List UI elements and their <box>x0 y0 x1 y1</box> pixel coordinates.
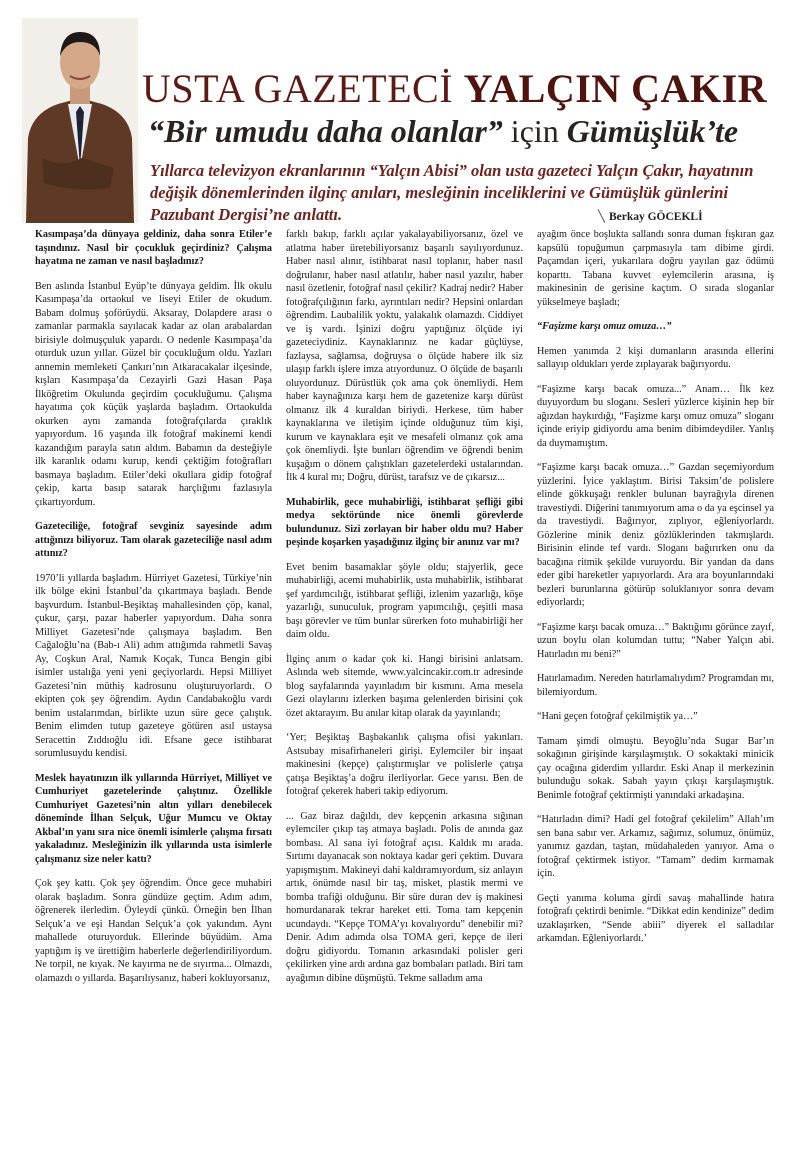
column-2 <box>286 228 523 996</box>
answer-3: Çok şey kattı. Çok şey öğrendim. Önce gece muhabiri olarak başladım. Sonra gündüze geçtim. Adım adım, öğrenerek ilerledim. Öyleydi çünkü. Örneğin ben İlhan Selçuk’a ve eşi Handan Selçuk’a çok yakındım. Aynı mahallede oturuyorduk. Ellerinde büyüdüm. Ama yaptığım iş ve ürettiğim haberlerle değerlendiriliyordum. Ne torpil, ne kıyak. Ne kayırma ne de sıyırma... Olmazdı, olamazdı o yıllarda. Başarılıysanız, haberi kokluyorsanız, <box>35 878 272 984</box>
answer-4-part-h: “Faşizme karşı bacak omuza…” Gazdan seçemiyordum yüzlerini. İyice yaklaştım. Birisi Taksim’de polislere elinde gökkuşağı renkler bulunan bayrağıyla direnen travestiydi. Diğerini tanımıyorum ama o da ya eşcinsel ya da travestiydi. Bağırıyor, zıplıyor, eğleniyorlardı. Gözlerine minik deniz gözlüklerinden takmışlardı. Birisinin elinde tef vardı. Sloganı bağırırken onu da bacağına ritmik şekilde vuruyordu. Bir yandan da dans eder gibi hareketler yapıyorlardı. Ara ara boyunlarındaki bezleri burunlarına götürüp soluklanıyor sonra devam ediyorlardı; <box>537 462 774 608</box>
subheadline <box>148 113 738 149</box>
subheadline-place: Gümüşlük’te <box>566 113 739 149</box>
slogan-quote: “Faşizme karşı omuz omuza…” <box>537 321 672 332</box>
answer-4-part-a: Evet benim basamaklar şöyle oldu; stajyerlik, gece muhabirliği, acemi muhabirlik, usta muhabirlik, istihbarat şef yardımcılığı, istihbarat şefliği, izlenim yazarlığı, köşe yazarlığı, sunuculuk, program yapımcılığı, çeşitli masa başı görevler ve tüm bunlar sürerken foto muhabirliği her daim oldu. <box>286 561 523 640</box>
author-name: Berkay GÖCEKLİ <box>608 211 703 223</box>
answer-4-part-e: ayağım önce boşlukta sallandı sonra duman fışkıran gaz kapsülü topuğumun çarpmasıyla tam dibime girdi. Paçamdan içeri, yukarılara doğru yayılan gaz ödümü koparttı. Tabana kuvvet eylemcilerin arasına, iş makinesinin de gerisine kaçtım. O sırada sloganlar yükselmeye başladı; <box>537 229 774 308</box>
intro-paragraph: Yıllarca televizyon ekranlarının “Yalçın Abisi” olan usta gazeteci Yalçın Çakır, hayatının değişik dönemlerinden ilginç anıları, mesleğinin inceliklerini ve Gümüşlük günlerini Pazubant Dergisi’ne anlattı. <box>150 161 754 224</box>
column-1 <box>35 228 272 996</box>
answer-4-part-j: Hatırlamadım. Nereden hatırlamalıydım? Programdan mı, bilemiyordum. <box>537 673 774 698</box>
column-3 <box>537 228 774 957</box>
answer-4-part-l: Tamam şimdi olmuştu. Beyoğlu’nda Sugar Bar’ın sokağının girişinde karşılaşmıştık. O sokaktaki minicik çay ocağına giderdim yıllardır. Eski Anap il merkezinin bulunduğu sokak. Sabah yayın çıkışı karşılaşmıştık. Benimle fotoğraf çektirmişti yanındaki arkadaşına. <box>537 735 774 801</box>
question-4: Muhabirlik, gece muhabirliği, istihbarat şefliği gibi medya sektöründe nice önemli görevlerde bulundunuz. Sizi zorlayan bir haber oldu mu? Haber peşinde koşarken yaşadığınız ilginç bir anınız var mı? <box>286 496 523 548</box>
question-1: Kasımpaşa’da dünyaya geldiniz, daha sonra Etiler’e taşındınız. Nasıl bir çocukluk geçirdiniz? Çalışma hayatına ne zaman ve nasıl başladınız? <box>35 229 272 267</box>
answer-4-part-g: “Faşizme karşı bacak omuza...” Anam… İlk kez duyuyordum bu sloganı. Sesleri yüzlerce kişinin hep bir ağızdan haykırdığı, “Faşizme karşı omuz omuza” sloganı içinde eriyip gidiyordu ama benim dibimdeydiler. Yanlış da duymamıştım. <box>537 383 774 449</box>
portrait-illustration <box>22 18 138 223</box>
subheadline-quote: “Bir umudu daha olanlar” <box>148 113 503 149</box>
question-3: Meslek hayatınızın ilk yıllarında Hürriyet, Milliyet ve Cumhuriyet gazetelerinde çalıştınız. Özellikle Cumhuriyet Gazetesi’nin altın yılları denebilecek döneminde İlhan Selçuk, Uğur Mumcu ve Oktay Akbal’ın yanı sıra nice önemli isimlerle çalışma fırsatı yakaladınız. Mesleğinizin ilk yıllarında usta isimlerle çalışmanız size neler kattı? <box>35 772 272 865</box>
subheadline-for: için <box>510 113 559 149</box>
answer-4-part-k: “Hani geçen fotoğraf çekilmiştik ya…” <box>537 711 698 722</box>
portrait-photo <box>22 18 138 223</box>
question-2: Gazeteciliğe, fotoğraf sevginiz sayesinde adım attığınızı biliyoruz. Tam olarak gazeteciliğe nasıl adım attınız? <box>35 521 272 559</box>
byline-slash-icon: ╲ <box>598 211 605 223</box>
author-byline <box>598 209 703 223</box>
answer-4-part-f: Hemen yanımda 2 kişi dumanların arasında ellerini sallayıp oldukları yerde zıplayarak bağırıyordu. <box>537 345 774 370</box>
headline <box>142 66 792 112</box>
answer-4-part-b: İlginç anım o kadar çok ki. Hangi birisini anlatsam. Aslında web sitemde, www.yalcincakir.com.tr adresinde blog sayfalarında yayınladım bir kısmını. Ama mesela Gezi olaylarını izlerken başıma gelenlerden birisini çok özet aktarayım. Bu anılar kitap olarak da yayınlandı; <box>286 653 523 719</box>
answer-4-part-n: Geçti yanıma koluma girdi savaş mahallinde hatıra fotoğrafı çektirdi benimle. “Dikkat edin kendinize” dedim uzaklaşırken, “Sende abiii” diyerek el salladılar arkamdan. Eğleniyorlardı.’ <box>537 892 774 944</box>
headline-prefix: USTA GAZETECİ <box>142 66 454 111</box>
answer-4-part-m: “Hatırladın dimi? Hadi gel fotoğraf çekilelim” Allah’ım sen bana sabır ver. Arkamız, sağımız, solumuz, önümüz, yanımız gazdan, taştan, müdahaleden yanıyor. Ama o fotoğraf çektirmek istiyor. “Tamam” dedim kırmamak için. <box>537 814 774 879</box>
answer-1: Ben aslında İstanbul Eyüp’te dünyaya geldim. İlk okulu Kasımpaşa’da ortaokul ve liseyi Etiler de okudum. Babam dolmuş şoförüydü. Aksaray, Dolapdere arası o zamanlar parmakla sayılacak kadar az olan arabalardan birisiyle dolmuşçuluk yapardı. O nedenle Kasımpaşa’da oturduk uzun yıllar. Güzel bir çocukluğum oldu. Yazları annemin memleketi Çankırı’nın Atkaracakalar ilçesinde, kışları Kasımpaşa’da Cezayirli Gazi Hasan Paşa İlköğretim Okulunda geçirdim çocukluğumu. Çalışma hayatıma çok küçük yaşlarda başladım. Ortaokulda okurken aynı zamanda fotoğrafçılarda çıraklık yapıyordum. 16 yaşında ilk fotoğraf makinemi kendi kazandığım parayla satın aldım. Babamın da desteğiyle ilk karanlık odamı kurup, kendi çektiğim fotoğrafları basmaya başladım. Etiler’deki okullara gidip fotoğraf çekip, karta basıp satarak harçlığımı fazlasıyla çıkartıyordum. <box>35 280 272 508</box>
answer-4-part-c: ‘Yer; Beşiktaş Başbakanlık çalışma ofisi yakınları. Astsubay misafirhaneleri girişi. Eylemciler bir inşaat makinesini (kepçe) çalıştırmışlar ve polislerle çatışa çatışa Beşiktaş’a doğru ilerliyorlar. Gece yarısı. Ben de fotoğraf çekerek haberi takip ediyorum. <box>286 732 523 797</box>
answer-3-continued: farklı bakıp, farklı açılar yakalayabiliyorsanız, özel ve atlatma haber üretebiliyorsanız başarılı sayılıyordunuz. Haber nasıl alınır, istihbarat nasıl toplanır, haber nasıl doğrulanır, haber nasıl atlatılır, haber nasıl yazılır, haber nasıl özetlenir, fotoğraf nasıl çekilir? Kadraj nedir? Haber fotoğrafçılığının farkı, ayrıntıları nedir? Hepsini onlardan öğrendim. Laubalilik yoktu, yalakalık olamazdı. Ciddiyet ve iş vardı. İşinizi doğru yaptığınız ölçüde iyi gazeteciydiniz. Kaynaklarınız ne kadar güçlüyse, fazlaysa, sağlamsa, doğruysa o ölçüde habere ilk siz ulaşıp farklı işlere imza atıyordunuz. O ölçüde de başarılı oluyordunuz. Dürüstlük çok ama çok önemliydi. Hem haber kaynağınıza karşı hem de gazetenize karşı dürüst olmanız ilk 4 kuraldan biriydi. Herkese, tüm haber kaynaklarına ve iletişim içinde olduğunuz tüm kişi, kurum ve kaynaklara eşit ve mesafeli olmanız çok ama çok önemliydi. İşte bunları öğrendim ve öğrendi benim kuşağım o dönem çalıştıkları gazetelerdeki ustalarından. İlk 4 kural mı; Doğru, dürüst, tarafsız ve de çıkarsız... <box>286 229 523 483</box>
answer-4-part-i: “Faşizme karşı bacak omuza…” Baktığımı görünce zayıf, uzun boylu olan kolumdan tuttu; “Naber Yalçın abi. Hatırladın mı beni?” <box>537 621 774 660</box>
headline-name: YALÇIN ÇAKIR <box>463 66 768 111</box>
answer-4-part-d: ... Gaz biraz dağıldı, dev kepçenin arkasına sığınan eylemciler çıkıp taş atmaya başladı. Polis de anında gaz bombası. Al sana iyi fotoğraf açısı. Kaldık mı arada. Sırtımı dayanacak son noktaya kadar geri çektim. Duvara yapışmıştım. Makineyi dahi kaldıramıyordum, siz anlayın artık, önümde nasıl bir taş, misket, plastik mermi ve bomba trafiği olduğunu. Bir süre duran dev iş makinesi homurdanarak tekrar hareket etti. Toma tam kepçenin ucundaydı. “Kepçe TOMA’yı kovalıyordu” denebilir mi? Denir. Adım adımda olsa TOMA geri, kepçe de ileri doğru gidiyordu. Tomanın arkasındaki polisler geri çekilirken yine ardı ardına gaz bombaları patladı. Biri tam ayağımın dibine düşmüştü. Tekme salladım ama <box>286 810 523 984</box>
answer-2: 1970’li yıllarda başladım. Hürriyet Gazetesi, Türkiye’nin ilk bölge ekini İstanbul’da çıkartmaya başladı. Bende başvurdum. İstanbul-Beşiktaş mahallesinden çöp, kanal, çukur, çarşı, pazar haberler yapıyordum. Daha sonra Milliyet Gazetesi’nde çalışmaya başladım. Ben Cağaloğlu’na (Bab-ı Ali) adım attığımda rahmetli Savaş Ay, Coşkun Aral, Namık Koçak, Tunca Bengin gibi isimler ustalığa yeni yeni geçiyorlardı. Hepsi Milliyet Gazetesi’nin müthiş kadrosunu oluşturuyorlardı. O ekipten çok şey öğrendim. Aydın Candabakoğlu vardı benim ustalarımdan, birlikte uzun süre gece çalıştık. Benim elimden tutup gazeteye götüren asıl ustaysa Seracettin Zıddıoğlu idi. Efsane gece istihbarat sorumlusuydu kendisi. <box>35 572 272 759</box>
